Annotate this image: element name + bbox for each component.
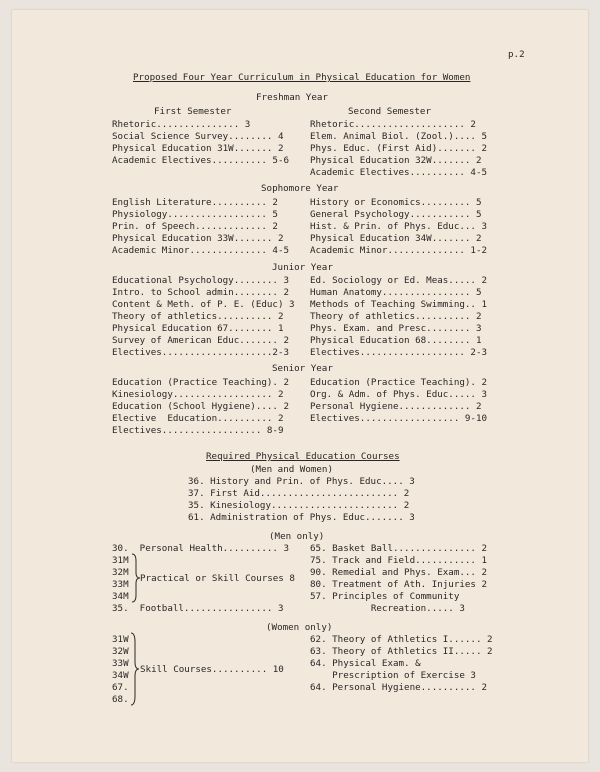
course-line: 64. Physical Exam. & xyxy=(310,658,421,669)
course-line: 30. Personal Health.......... 3 xyxy=(112,543,290,554)
course-line: Academic Minor.............. 4-5 xyxy=(112,245,290,256)
document-page xyxy=(12,10,588,762)
course-line: Rhetoric.................... 2 xyxy=(310,119,476,130)
course-line: 35. Football................ 3 xyxy=(112,603,284,614)
course-line: Content & Meth. of P. E. (Educ) 3 xyxy=(112,299,295,310)
course-line: Electives....................2-3 xyxy=(112,347,290,358)
course-line: 75. Track and Field........... 1 xyxy=(310,555,488,566)
course-code: 67. xyxy=(112,682,129,693)
course-line: Electives................... 2-3 xyxy=(310,347,488,358)
women-only-label: (Women only) xyxy=(266,622,333,633)
freshman-heading: Freshman Year xyxy=(256,92,328,103)
course-line: Educational Psychology........ 3 xyxy=(112,275,290,286)
senior-heading: Senior Year xyxy=(272,363,333,374)
course-line: Phys. Exam. and Presc........ 3 xyxy=(310,323,482,334)
course-line: Education (Practice Teaching). 2 xyxy=(112,377,290,388)
course-line: Elem. Animal Biol. (Zool.).... 5 xyxy=(310,131,488,142)
men-and-women-label: (Men and Women) xyxy=(250,464,333,475)
course-code: 32W xyxy=(112,646,129,657)
course-line: 65. Basket Ball............... 2 xyxy=(310,543,488,554)
course-line: Physical Education 67........ 1 xyxy=(112,323,284,334)
course-line: Theory of athletics.......... 2 xyxy=(112,311,284,322)
course-line: Academic Electives.......... 4-5 xyxy=(310,167,488,178)
junior-heading: Junior Year xyxy=(272,262,333,273)
course-line: Education (Practice Teaching). 2 xyxy=(310,377,488,388)
course-line: Academic Minor.............. 1-2 xyxy=(310,245,488,256)
skill-courses-line: Skill Courses.......... 10 xyxy=(140,664,284,675)
course-line: Elective Education.......... 2 xyxy=(112,413,284,424)
first-semester-heading: First Semester xyxy=(154,106,232,117)
course-line: 36. History and Prin. of Phys. Educ.... 3 xyxy=(188,476,415,487)
course-code: 68. xyxy=(112,694,129,705)
men-only-label: (Men only) xyxy=(269,531,325,542)
course-code: 31M xyxy=(112,555,129,566)
course-line: Survey of American Educ....... 2 xyxy=(112,335,290,346)
course-line: Prescription of Exercise 3 xyxy=(310,670,476,681)
course-line: 64. Personal Hygiene.......... 2 xyxy=(310,682,488,693)
course-line: Phys. Educ. (First Aid)....... 2 xyxy=(310,143,488,154)
course-line: 61. Administration of Phys. Educ....... 3 xyxy=(188,512,415,523)
course-code: 33W xyxy=(112,658,129,669)
course-line: Prin. of Speech............. 2 xyxy=(112,221,278,232)
course-line: 35. Kinesiology....................... 2 xyxy=(188,500,410,511)
course-line: Hist. & Prin. of Phys. Educ... 3 xyxy=(310,221,488,232)
course-code: 33M xyxy=(112,579,129,590)
page-title: Proposed Four Year Curriculum in Physical Education for Women xyxy=(133,72,471,83)
course-line: General Psychology........... 5 xyxy=(310,209,482,220)
course-line: 63. Theory of Athletics II..... 2 xyxy=(310,646,493,657)
course-line: 90. Remedial and Phys. Exam... 2 xyxy=(310,567,488,578)
course-line: Personal Hygiene............. 2 xyxy=(310,401,482,412)
course-line: Physiology.................. 5 xyxy=(112,209,278,220)
bracket-brace-icon xyxy=(130,632,140,706)
course-line: Intro. to School admin........ 2 xyxy=(112,287,290,298)
course-line: Academic Electives.......... 5-6 xyxy=(112,155,290,166)
course-line: English Literature.......... 2 xyxy=(112,197,278,208)
course-line: Electives.................. 8-9 xyxy=(112,425,284,436)
course-line: Human Anatomy................ 5 xyxy=(310,287,482,298)
course-line: Electives.................. 9-10 xyxy=(310,413,488,424)
second-semester-heading: Second Semester xyxy=(348,106,431,117)
course-line: Education (School Hygiene).... 2 xyxy=(112,401,290,412)
course-line: Physical Education 34W....... 2 xyxy=(310,233,482,244)
page-number: p.2 xyxy=(508,49,525,60)
course-code: 32M xyxy=(112,567,129,578)
course-line: Ed. Sociology or Ed. Meas..... 2 xyxy=(310,275,488,286)
course-line: Kinesiology.................. 2 xyxy=(112,389,284,400)
course-line: Rhetoric............... 3 xyxy=(112,119,251,130)
course-line: History or Economics......... 5 xyxy=(310,197,482,208)
course-line: Physical Education 33W....... 2 xyxy=(112,233,284,244)
course-line: Methods of Teaching Swimming.. 1 xyxy=(310,299,488,310)
course-code: 34M xyxy=(112,591,129,602)
course-line: Recreation..... 3 xyxy=(310,603,465,614)
course-line: Theory of athletics.......... 2 xyxy=(310,311,482,322)
sophomore-heading: Sophomore Year xyxy=(261,183,339,194)
course-line: 57. Principles of Community xyxy=(310,591,460,602)
required-courses-heading: Required Physical Education Courses xyxy=(206,451,400,462)
course-line: 80. Treatment of Ath. Injuries 2 xyxy=(310,579,488,590)
skill-courses-line: Practical or Skill Courses 8 xyxy=(140,573,295,584)
course-line: Social Science Survey........ 4 xyxy=(112,131,284,142)
course-line: 37. First Aid......................... 2 xyxy=(188,488,410,499)
course-code: 34W xyxy=(112,670,129,681)
course-line: Physical Education 32W....... 2 xyxy=(310,155,482,166)
course-line: Physical Education 68........ 1 xyxy=(310,335,482,346)
course-line: Org. & Adm. of Phys. Educ..... 3 xyxy=(310,389,488,400)
course-code: 31W xyxy=(112,634,129,645)
course-line: Physical Education 31W....... 2 xyxy=(112,143,284,154)
course-line: 62. Theory of Athletics I...... 2 xyxy=(310,634,493,645)
